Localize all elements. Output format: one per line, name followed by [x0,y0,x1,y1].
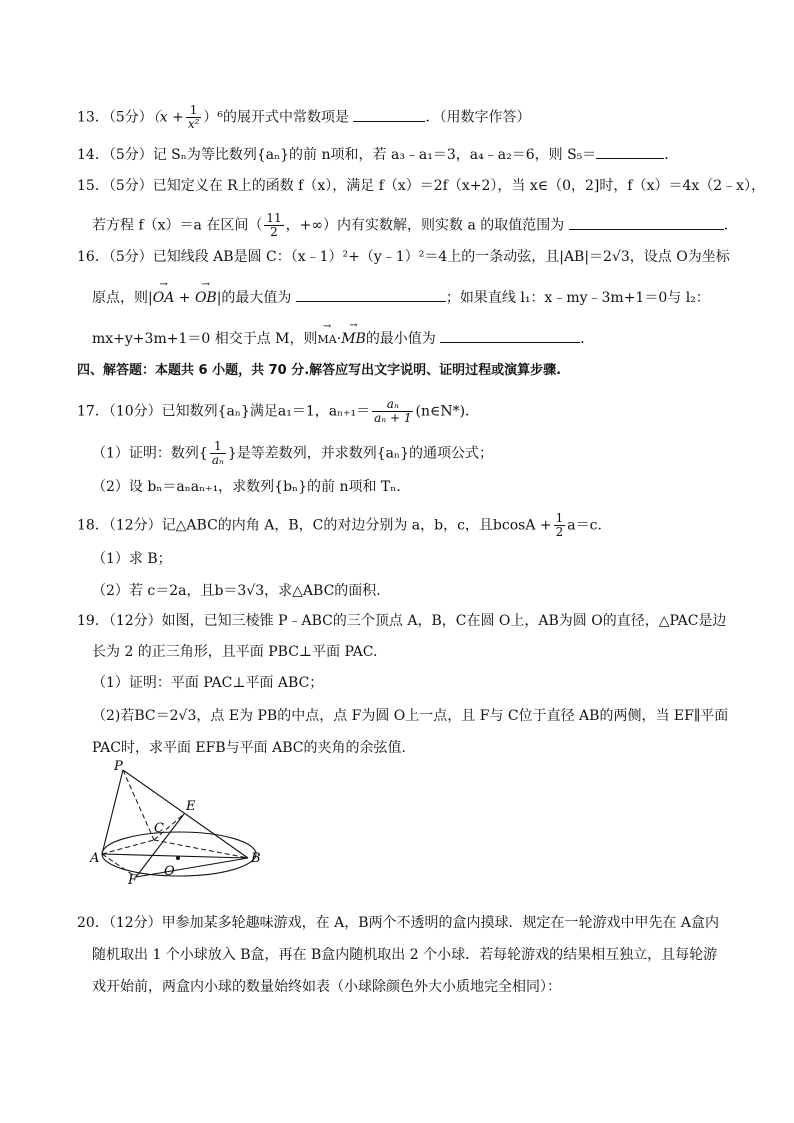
q16-tail: ． [580,331,595,347]
q19-part-1: （1）证明：平面 PAC⊥平面 ABC； [92,675,324,691]
edge-ab [102,854,248,858]
question-20-line-1 [77,913,719,933]
q14-number: 14．（5分） [77,147,153,163]
q18-part-2: （2）若 c＝2a，且b＝3√3，求△ABC的面积. [92,583,381,599]
q18-fraction [554,512,566,539]
label-f: F [128,873,138,886]
q17-p1-pre: （1）证明：数列{ [92,445,208,462]
q17-part-1 [92,440,493,467]
center-point-o [176,856,180,860]
q16-line1: 已知线段 AB是圆 C：（x﹣1）²+（y﹣1）²＝4上的一条动弦，且|AB|＝2√3，设点 O为坐标 [152,249,730,265]
q17-frac-num: aₙ [372,398,413,412]
question-15-line-1 [77,176,765,196]
q13-frac-num: 1 [186,104,202,118]
q20-line1: 甲参加某多轮趣味游戏，在 A，B两个不透明的盒内摸球．规定在一轮游戏中甲先在 A盒内 [161,915,720,931]
vector-mb: → MB [341,329,366,349]
question-14 [77,144,678,165]
question-20-line-3: 戏开始前，两盒内小球的数量始终如表（小球除颜色外大小质地完全相同）： [92,979,561,995]
q13-number: 13．（5分） [77,109,153,126]
q18-frac-den: 2 [555,525,564,539]
question-16-line-3 [92,328,594,350]
q18-frac-num: 1 [555,511,564,525]
label-c: C [154,821,164,836]
q19-number: 19．（12分） [77,613,162,629]
q17-p1-post: }是等差数列，并求数列{aₙ}的通项公式； [227,445,493,462]
q15-line2-post: ，+∞）内有实数解，则实数 a 的取值范围为 [285,217,565,234]
q17-part-2: （2）设 bₙ＝aₙaₙ₊₁，求数列{bₙ}的前 n项和 Tₙ. [92,479,401,495]
q17-pre: 已知数列{aₙ}满足a₁＝1，aₙ₊₁＝ [161,403,371,420]
question-15-line-2 [92,212,738,239]
section-heading-4: 四、解答题：本题共 6 小题，共 70 分.解答应写出文字说明、证明过程或演算步骤. [77,363,562,378]
q19-line1: 如图，已知三棱锥 P﹣ABC的三个顶点 A，B，C在圆 O上，AB为圆 O的直径，△PAC是边 [161,613,727,629]
q15-frac-num: 11 [266,211,282,225]
q15-frac-den: 2 [270,225,278,239]
q17-number: 17．（10分） [77,403,162,420]
q15-line2-pre: 若方程 f（x）＝a 在区间（ [92,217,263,234]
q16-line3-pre: mx+y+3m+1＝0 相交于点 M，则 [92,331,318,347]
q13-tail: ．（用数字作答） [425,109,531,126]
q16-line2-post: ；如果直线 l₁：x﹣my﹣3m+1＝0与 l₂： [445,290,710,306]
question-19-line-2: 长为 2 的正三角形，且平面 PBC⊥平面 PAC. [92,644,378,660]
q15-tail: ． [723,217,738,234]
label-e: E [186,799,196,814]
q15-fraction [264,212,283,239]
q13-fraction [186,104,202,131]
q16-plus: + [174,290,195,306]
edge-fb [136,858,248,877]
question-19-line-1 [77,611,726,631]
label-a: A [90,851,100,866]
q19-part-2-line-2: PAC时，求平面 EFB与平面 ABC的夹角的余弦值. [92,740,406,756]
edge-ac [102,840,154,854]
q13-expr-close: ）⁶ [203,109,224,126]
q17-p1-fraction [210,440,226,467]
q17-fraction [372,398,413,425]
vector-oa: → OA [153,288,175,308]
label-p: P [114,759,123,774]
q17-p1-frac-num: 1 [210,440,226,454]
q16-dot: · [336,331,342,347]
question-16-line-1 [77,247,730,267]
q14-tail: ． [664,147,679,163]
q20-number: 20．（12分） [77,915,162,931]
q18-part-1: （1）求 B； [92,551,172,567]
q16-number: 16．（5分） [77,249,153,265]
question-18 [77,512,602,539]
q17-p1-frac-den: aₙ [211,453,224,467]
vector-ob: → OB [195,288,217,308]
q16-answer-blank-2[interactable] [440,328,580,343]
q17-frac-den: aₙ + 1 [374,411,412,425]
label-b: B [251,851,261,866]
q19-part-2-line-1: （2)若BC＝2√3，点 E为 PB的中点，点 F为圆 O上一点，且 F与 C位于直径 AB的两侧，当 EF∥平面 [92,708,729,724]
q18-number: 18．（12分） [77,517,162,534]
q16-line3-post: 的最小值为 [365,331,436,347]
q13-frac-den: x² [187,117,200,131]
q13-answer-blank[interactable] [353,107,425,122]
q16-line2-mid: |的最大值为 [216,290,292,306]
q14-text: 记 Sₙ为等比数列{aₙ}的前 n项和，若 a₃﹣a₁＝3，a₄﹣a₂＝6，则 S₅＝ [152,147,597,163]
q14-answer-blank[interactable] [596,144,664,159]
q18-post: a＝c. [567,517,602,534]
q13-text: 的展开式中常数项是 [223,109,350,126]
edge-pa [102,770,123,854]
question-16-line-2 [92,287,710,308]
q15-number: 15．（5分） [77,178,153,194]
question-13 [77,104,530,131]
q17-post: (n∈N*)． [415,403,480,420]
q16-line2-pre: 原点，则| [92,290,153,306]
q18-pre: 记△ABC的内角 A，B，C的对边分别为 a，b，c，且bcosA + [161,517,552,534]
question-17 [77,398,479,425]
label-o: O [164,864,175,879]
q13-expr-open: （x + [152,109,184,126]
q15-answer-blank[interactable] [569,215,724,230]
q16-answer-blank-1[interactable] [296,287,446,302]
question-20-line-2: 随机取出 1 个小球放入 B盒，再在 B盒内随机取出 2 个小球．若每轮游戏的结果相互独立，且每轮游 [92,947,718,963]
vector-ma: → MA [318,330,337,350]
edge-pb [123,770,248,858]
tetrahedron-figure [88,758,278,886]
q15-line1: 已知定义在 R上的函数 f（x），满足 f（x）＝2f（x+2），当 x∈（0，2]时，f（x）＝4x（2﹣x）， [152,178,766,194]
